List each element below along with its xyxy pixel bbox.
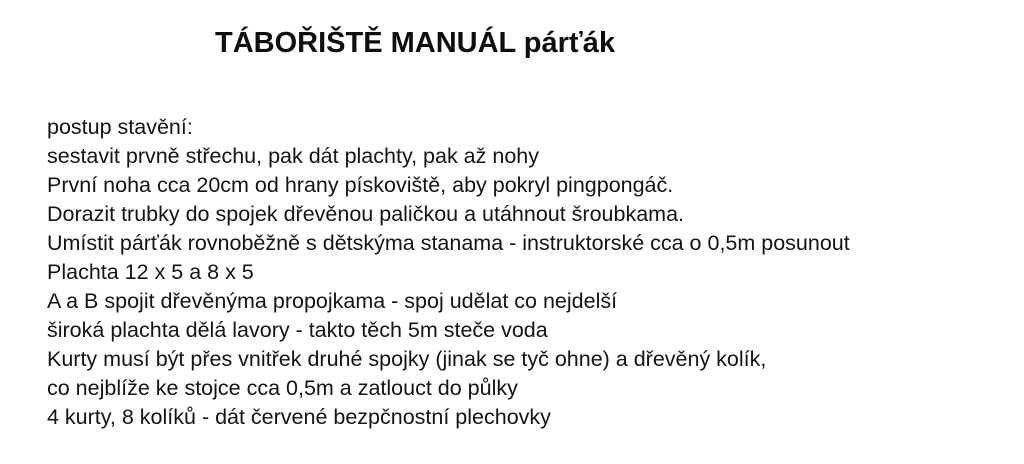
document-line: co nejblíže ke stojce cca 0,5m a zatlouct do půlky xyxy=(47,376,518,400)
document-line: Plachta 12 x 5 a 8 x 5 xyxy=(47,260,254,284)
document-line: Kurty musí být přes vnitřek druhé spojky (jinak se tyč ohne) a dřevěný kolík, xyxy=(47,347,767,371)
document-line: Dorazit trubky do spojek dřevěnou paličkou a utáhnout šroubkama. xyxy=(47,202,685,226)
document-line: První noha cca 20cm od hrany pískoviště, aby pokryl pingpongáč. xyxy=(47,173,674,197)
document-line: A a B spojit dřevěnýma propojkama - spoj udělat co nejdelší xyxy=(47,289,618,313)
document-line: sestavit prvně střechu, pak dát plachty, pak až nohy xyxy=(47,144,539,168)
document-line: široká plachta dělá lavory - takto těch 5m steče voda xyxy=(47,318,548,342)
document-line: postup stavění: xyxy=(47,115,193,139)
document-body xyxy=(47,113,997,432)
document-line: Umístit párťák rovnoběžně s dětskýma stanama - instruktorské cca o 0,5m posunout xyxy=(47,231,850,255)
document-title: TÁBOŘIŠTĚ MANUÁL párťák xyxy=(215,27,616,59)
document-line: 4 kurty, 8 kolíků - dát červené bezpčnostní plechovky xyxy=(47,405,551,429)
